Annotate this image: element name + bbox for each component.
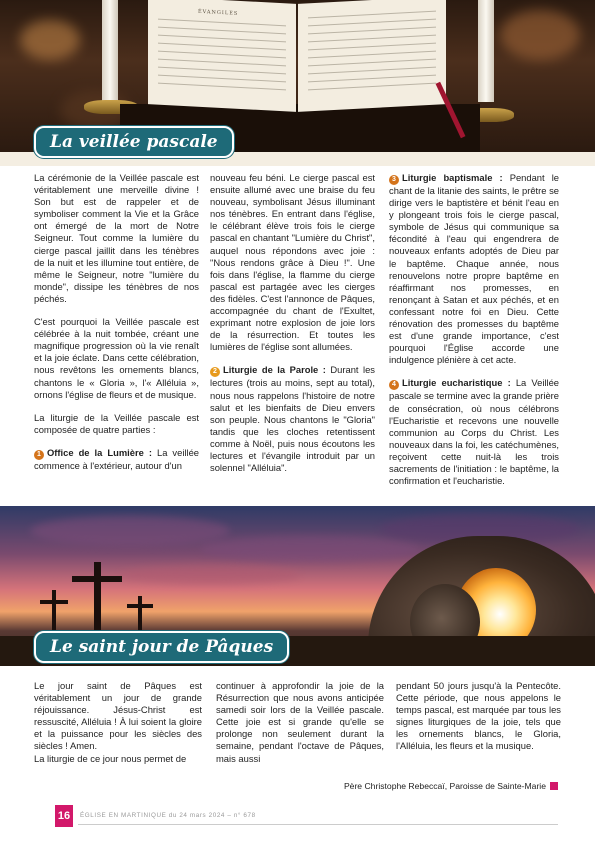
end-mark-icon: [550, 782, 558, 790]
paragraph: La cérémonie de la Veillée pascale est véritablement une merveille divine ! Son but est de rappeler et de symboliser comment la Vie et la Grâce ont émergé de la mort de Notre Seigneur. Tout comme la lumière du cierge pascal jaillit dans les ténèbres de la nuit et les illumine tout entière, de même le Seigneur, notre "lumière du monde", dissipe les ténèbres de nos péchés.: [34, 172, 199, 304]
paragraph: C'est pourquoi la Veillée pascale est célébrée à la nuit tombée, créant une magnifique progression où la vie renaît et la joie éclate. Dans cette célébration, nous revêtons les ornements blancs, chantons le « Gloria », l'« Alléluia », ornons l'église de fleurs et de musique.: [34, 316, 199, 400]
list-item: [389, 172, 559, 366]
paragraph: nouveau feu béni. Le cierge pascal est ensuite allumé avec une braise du feu nouveau, symbolisant Jésus illuminant nos ténèbres. En entrant dans l'église, le célébrant élève trois fois le cierge pascal en chantant "Lumière du Christ", auquel nous répondons avec joie : "Nous rendons grâce à Dieu !". Une fois dans l'église, la flamme du cierge pascal est partagée avec les cierges des fidèles. C'est l'annonce de Pâques, accompagnée du chant de l'Exultet, exprimant notre explosion de joie lors de la résurrection. Et toutes les lumières de l'église sont allumées.: [210, 172, 375, 353]
section-title-veillee: La veillée pascale: [34, 126, 234, 158]
item-text: Durant les lectures (trois au moins, sept au total), nous nous rappelons l'histoire de notre salut et les bienfaits de Dieu envers son peuple. Nous chantons le "Gloria" tandis que les cloches retentissent comme à Noël, puis nous écoutons les lectures et l'évangile introduit par un solennel "Alléluia".: [210, 364, 375, 474]
number-badge: 4: [389, 380, 399, 390]
publication-info: ÉGLISE EN MARTINIQUE du 24 mars 2024 – n° 678: [80, 812, 256, 819]
paragraph: La liturgie de la Veillée pascale est composée de quatre parties :: [34, 411, 199, 435]
signature-text: Père Christophe Rebeccaï, Paroisse de Sainte-Marie: [343, 781, 546, 791]
item-text: La Veillée pascale se termine avec la grande prière de consécration, où nous célébrons l'Eucharistie et recevons une nouvelle communion au Corps du Christ. Les nouveaux dans la foi, les catéchumènes, reçoivent cette nuit-là les trois sacrements de l'initiation : le baptême, la confirmation et l'eucharistie.: [389, 377, 559, 487]
open-bible: [148, 0, 448, 112]
footer-divider: [78, 824, 558, 825]
article-column-3: [389, 172, 559, 487]
left-candle: [102, 0, 118, 102]
item-title: Office de la Lumière :: [47, 446, 152, 458]
number-badge: 2: [210, 367, 220, 377]
author-signature: [330, 781, 558, 791]
number-badge: 1: [34, 450, 44, 460]
item-text: La veillée commence à l'extérieur, autour d'un: [34, 446, 199, 471]
right-candle: [478, 0, 494, 102]
list-item: [210, 364, 375, 474]
list-item: [34, 447, 199, 472]
item-title: Liturgie de la Parole :: [223, 364, 326, 376]
article-column-1: [34, 172, 199, 472]
article-column-2: [210, 172, 375, 474]
article-column-2: continuer à approfondir la joie de la Résurrection que nous avons anticipée samedi soir lors de la Veillée pascale. Cette joie est si grande qu'elle se prolonge non seulement durant la semaine, pendant l'octave de Pâques, mais aussi: [216, 680, 384, 764]
article-column-1: Le jour saint de Pâques est véritablement un jour de grande réjouissance. Jésus-Christ est ressuscité, Alléluia ! À lui soient la gloire et la puissance pour les siècles des siècles ! Amen. La liturgie de ce jour nous permet de: [34, 680, 202, 764]
page-number: 16: [55, 805, 73, 827]
book-heading: ÉVANGILES: [198, 8, 239, 17]
article-column-3: pendant 50 jours jusqu'à la Pentecôte. Cette période, que nous appelons le temps pascal, est marquée par tous les signes liturgiques de la joie, tels que les ornements blancs, le Gloria, l'Alléluia, les fleurs et la musique.: [396, 680, 561, 752]
page-footer: [0, 805, 595, 827]
item-title: Liturgie eucharistique :: [402, 377, 511, 389]
item-text: Pendant le chant de la litanie des saints, le prêtre se dirige vers le baptistère et bénit l'eau en y plongeant trois fois le cierge pascal, symbole de Jésus qui communique sa fécondité à l'eau qui engendrera de nouveaux enfants adoptés de Dieu par le baptême. Chaque année, nous renouvelons notre propre baptême en réaffirmant nos promesses, en renonçant à Satan et aux péchés, et en confessant notre foi en Dieu. Cette rénovation des promesses du baptême est d'une grande importance, c'est pourquoi l'Église accorde une indulgence plénière à cet acte.: [389, 172, 559, 366]
number-badge: 3: [389, 175, 399, 185]
section-title-paques: Le saint jour de Pâques: [34, 631, 289, 663]
item-title: Liturgie baptismale :: [402, 172, 503, 183]
list-item: [389, 377, 559, 487]
